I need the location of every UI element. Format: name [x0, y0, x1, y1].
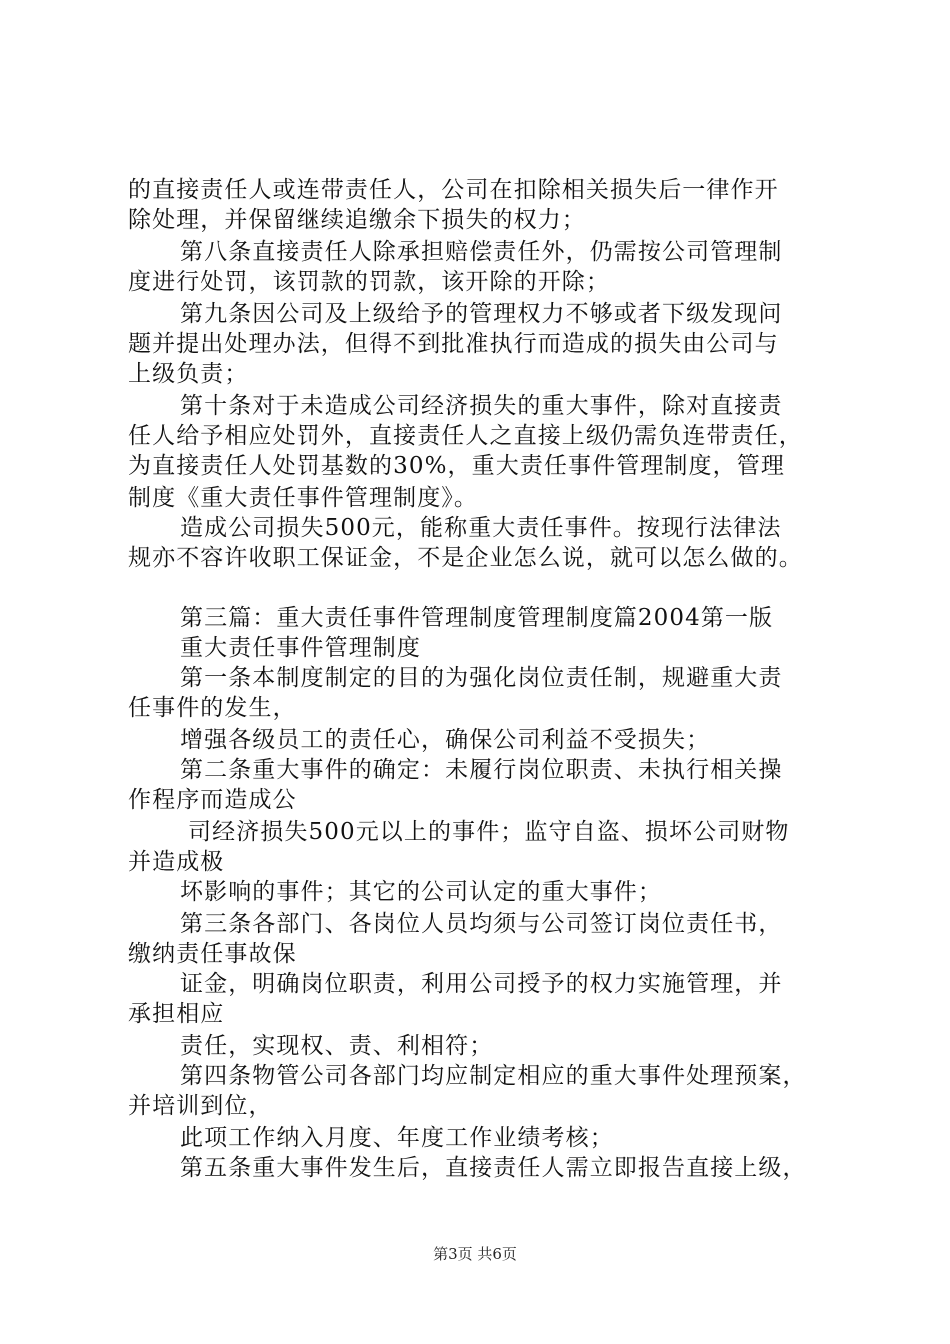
text-line: 第五条重大事件发生后，直接责任人需立即报告直接上级，: [180, 1155, 807, 1181]
text-line: 此项工作纳入月度、年度工作业绩考核；: [180, 1125, 614, 1151]
document-title: 重大责任事件管理制度: [180, 635, 421, 661]
text-line: 任人给予相应处罚外，直接责任人之直接上级仍需负连带责任，: [128, 423, 803, 449]
text-line: 为直接责任人处罚基数的30%，重大责任事件管理制度，管理: [128, 453, 785, 479]
section-heading: 第三篇：重大责任事件管理制度管理制度篇2004第一版: [180, 605, 774, 631]
text-line: 上级负责；: [128, 361, 249, 387]
text-line: 坏影响的事件；其它的公司认定的重大事件；: [180, 879, 662, 905]
text-line: 第一条本制度制定的目的为强化岗位责任制，规避重大责: [180, 665, 783, 691]
text-line: 第九条因公司及上级给予的管理权力不够或者下级发现问: [180, 301, 783, 327]
text-line: 第八条直接责任人除承担赔偿责任外，仍需按公司管理制: [180, 239, 783, 265]
text-line: 第三条各部门、各岗位人员均须与公司签订岗位责任书，: [180, 911, 783, 937]
text-line: 制度《重大责任事件管理制度》。: [128, 485, 478, 511]
text-line: 题并提出处理办法，但得不到批准执行而造成的损失由公司与: [128, 331, 779, 357]
text-line: 第四条物管公司各部门均应制定相应的重大事件处理预案，: [180, 1063, 807, 1089]
page-footer: 第3页 共6页: [433, 1245, 517, 1263]
text-line: 并造成极: [128, 849, 225, 875]
text-line: 的直接责任人或连带责任人，公司在扣除相关损失后一律作开: [128, 177, 779, 203]
text-line: 并培训到位，: [128, 1093, 273, 1119]
text-line: 第二条重大事件的确定：未履行岗位职责、未执行相关操: [180, 757, 783, 783]
text-line: 作程序而造成公: [128, 787, 297, 813]
text-line: 司经济损失500元以上的事件；监守自盗、损坏公司财物: [188, 819, 790, 845]
text-line: 增强各级员工的责任心，确保公司利益不受损失；: [180, 727, 711, 753]
text-line: 任事件的发生，: [128, 695, 297, 721]
text-line: 证金，明确岗位职责，利用公司授予的权力实施管理，并: [180, 971, 783, 997]
text-line: 度进行处罚，该罚款的罚款，该开除的开除；: [128, 269, 610, 295]
text-line: 承担相应: [128, 1001, 225, 1027]
text-line: 第十条对于未造成公司经济损失的重大事件，除对直接责: [180, 393, 783, 419]
text-line: 除处理，并保留继续追缴余下损失的权力；: [128, 207, 586, 233]
text-line: 造成公司损失500元，能称重大责任事件。按现行法律法: [180, 515, 782, 541]
text-line: 规亦不容许收职工保证金，不是企业怎么说，就可以怎么做的。: [128, 545, 803, 571]
text-line: 责任，实现权、责、利相符；: [180, 1033, 494, 1059]
text-line: 缴纳责任事故保: [128, 941, 297, 967]
